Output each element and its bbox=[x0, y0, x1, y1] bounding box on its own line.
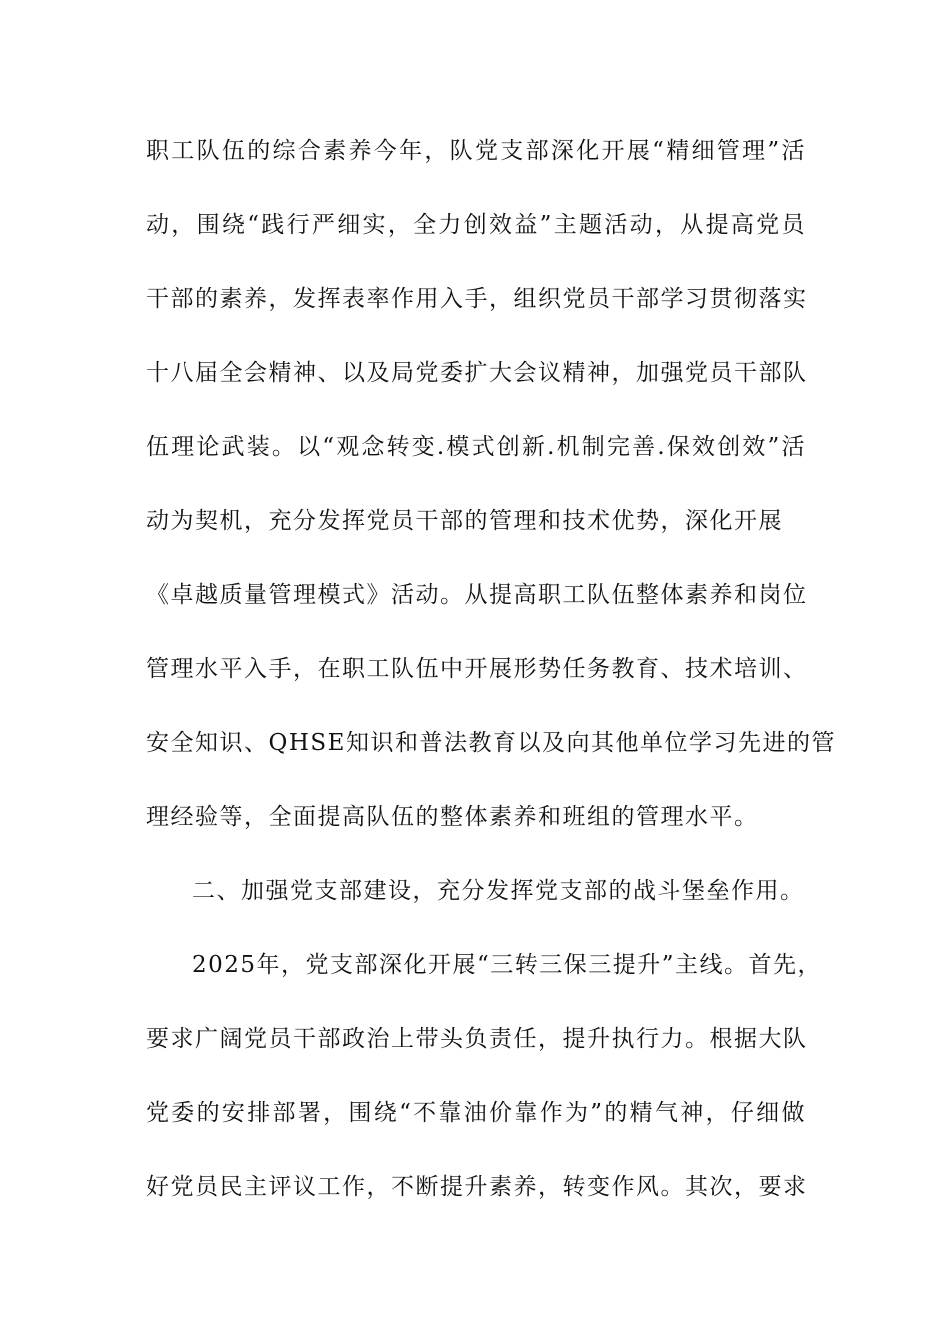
text-line: 《卓越质量管理模式》活动。从提高职工队伍整体素养和岗位 bbox=[146, 582, 808, 608]
text-line: 干部的素养，发挥表率作用入手，组织党员干部学习贯彻落实 bbox=[146, 286, 808, 312]
text-line: 安全知识、QHSE知识和普法教育以及向其他单位学习先进的管 bbox=[146, 730, 836, 756]
section-heading: 二、加强党支部建设，充分发挥党支部的战斗堡垒作用。 bbox=[192, 878, 805, 904]
text-line: 伍理论武装。以“观念转变.模式创新.机制完善.保效创效”活 bbox=[146, 434, 806, 460]
text-line: 十八届全会精神、以及局党委扩大会议精神，加强党员干部队 bbox=[146, 360, 808, 386]
text-line: 管理水平入手，在职工队伍中开展形势任务教育、技术培训、 bbox=[146, 656, 808, 682]
text-line: 理经验等，全面提高队伍的整体素养和班组的管理水平。 bbox=[146, 804, 759, 830]
text-line: 职工队伍的综合素养今年，队党支部深化开展“精细管理”活 bbox=[146, 138, 806, 164]
text-line: 要求广阔党员干部政治上带头负责任，提升执行力。根据大队 bbox=[146, 1026, 808, 1052]
text-line: 动，围绕“践行严细实，全力创效益”主题活动，从提高党员 bbox=[146, 212, 806, 238]
text-line: 好党员民主评议工作，不断提升素养，转变作风。其次，要求 bbox=[146, 1174, 808, 1200]
body-text bbox=[146, 133, 836, 1243]
text-line: 2025年，党支部深化开展“三转三保三提升”主线。首先， bbox=[192, 952, 823, 978]
text-line: 动为契机，充分发挥党员干部的管理和技术优势，深化开展 bbox=[146, 508, 783, 534]
text-line: 党委的安排部署，围绕“不靠油价靠作为”的精气神，仔细做 bbox=[146, 1100, 806, 1126]
